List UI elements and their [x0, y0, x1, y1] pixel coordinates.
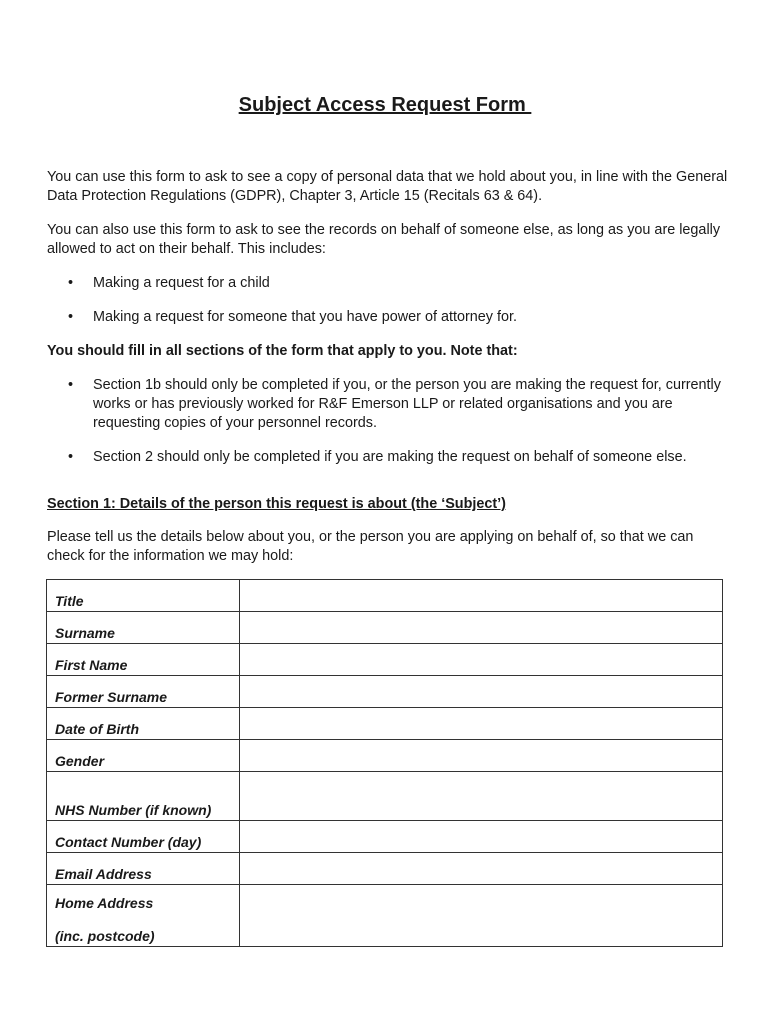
intro-paragraph-behalf: You can also use this form to ask to see the records on behalf of someone else, as long as you are legally allowed to act on their behalf. This includes: [47, 222, 721, 257]
intro-paragraph-gdpr: You can use this form to ask to see a copy of personal data that we hold about you, in line with the General Data Protection Regulations (GDPR), Chapter 3, Article 15 (Recitals 63 & 64). [47, 169, 728, 204]
field-label-home-address [47, 885, 240, 947]
table-row [47, 885, 723, 947]
bullet-icon: • [68, 309, 74, 325]
label-spacer [55, 911, 235, 928]
list-item-text: Making a request for someone that you have power of attorney for. [93, 309, 517, 325]
email-address-field[interactable] [240, 853, 723, 885]
date-of-birth-field[interactable] [240, 708, 723, 740]
subject-details-table [46, 579, 723, 947]
field-label-surname: Surname [47, 612, 240, 644]
home-address-field[interactable] [240, 885, 723, 947]
table-row [47, 644, 723, 676]
list-item-text: Section 2 should only be completed if you are making the request on behalf of someone else. [93, 449, 687, 465]
table-row [47, 821, 723, 853]
table-row [47, 772, 723, 821]
section-1-intro: Please tell us the details below about you, or the person you are applying on behalf of, so that we can check for the information we may hold: [47, 529, 694, 564]
list-item-section-1b-note [47, 376, 732, 433]
instruction-text: You should fill in all sections of the form that apply to you. Note that: [47, 343, 518, 359]
title-field[interactable] [240, 580, 723, 612]
former-surname-field[interactable] [240, 676, 723, 708]
bullet-icon: • [68, 449, 74, 465]
bullet-icon: • [68, 275, 74, 291]
field-label-first-name: First Name [47, 644, 240, 676]
field-label-former-surname: Former Surname [47, 676, 240, 708]
gender-field[interactable] [240, 740, 723, 772]
contact-number-field[interactable] [240, 821, 723, 853]
home-address-label: Home Address [55, 895, 154, 911]
field-label-contact-number: Contact Number (day) [47, 821, 240, 853]
list-item-child [47, 274, 732, 293]
table-row [47, 612, 723, 644]
table-row [47, 740, 723, 772]
nhs-number-field[interactable] [240, 772, 723, 821]
page-title: Subject Access Request Form [238, 94, 532, 116]
bullet-icon: • [68, 377, 74, 393]
list-item-text: Making a request for a child [93, 275, 270, 291]
list-item-text: Section 1b should only be completed if you, or the person you are making the request for, currently works or has previously worked for R&F Emerson LLP or related organisations and you are requesting copies of your personnel records. [93, 377, 721, 431]
list-item-section-2-note [47, 448, 732, 467]
postcode-hint-label: (inc. postcode) [55, 928, 155, 944]
table-row [47, 676, 723, 708]
field-label-gender: Gender [47, 740, 240, 772]
table-row [47, 853, 723, 885]
field-label-date-of-birth: Date of Birth [47, 708, 240, 740]
section-1-heading: Section 1: Details of the person this request is about (the ‘Subject’) [47, 496, 506, 512]
field-label-title: Title [47, 580, 240, 612]
surname-field[interactable] [240, 612, 723, 644]
field-label-nhs-number: NHS Number (if known) [47, 772, 240, 821]
first-name-field[interactable] [240, 644, 723, 676]
list-item-power-of-attorney [47, 308, 732, 327]
table-row [47, 580, 723, 612]
field-label-email-address: Email Address [47, 853, 240, 885]
table-row [47, 708, 723, 740]
